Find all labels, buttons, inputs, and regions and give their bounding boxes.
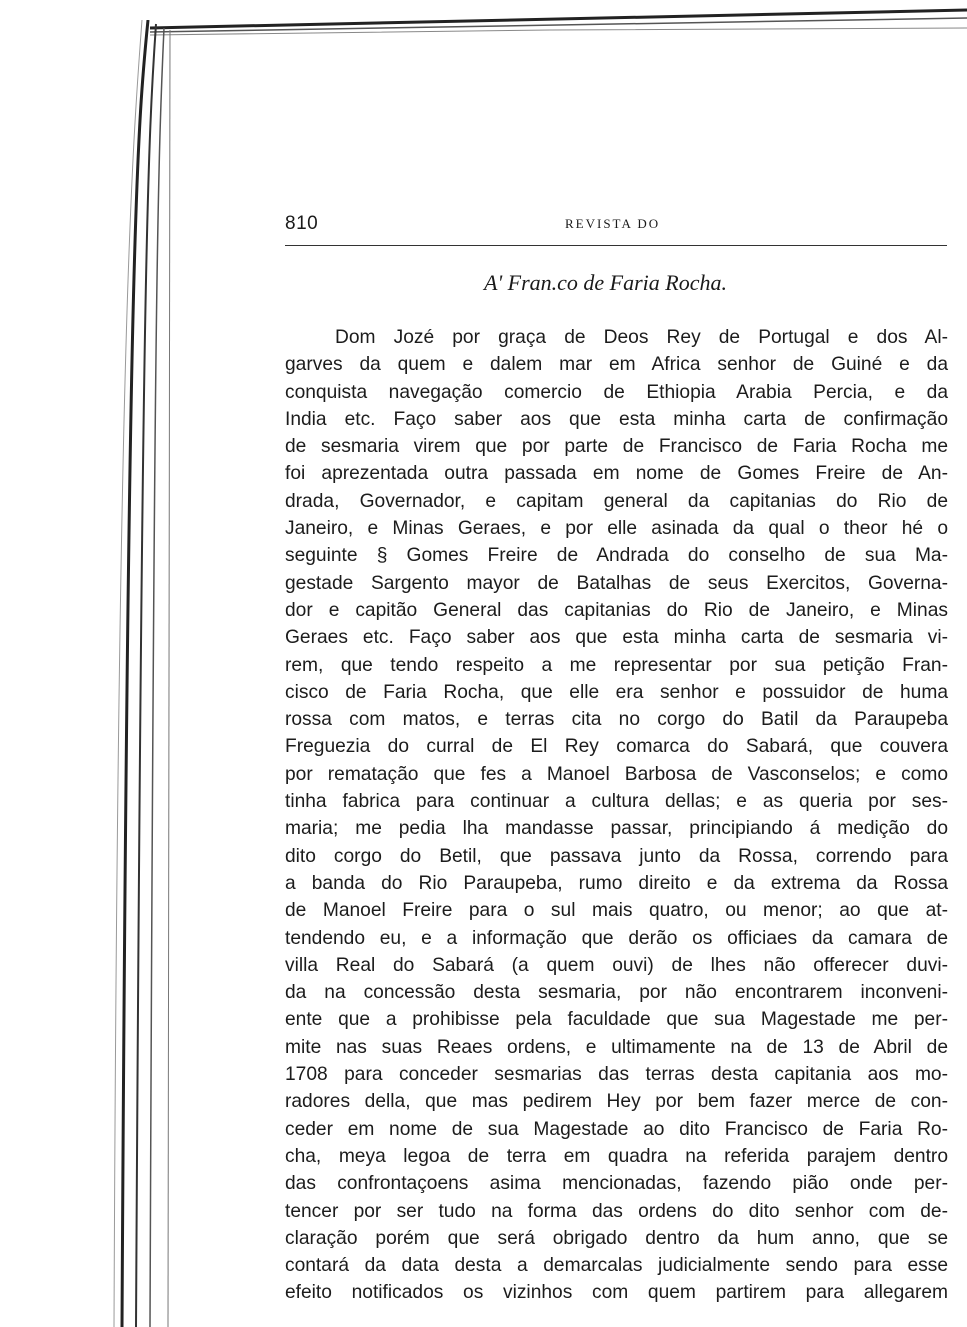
page-top-edge (150, 6, 967, 36)
text-line: dor e capitão General das capitanias do Rio de Janeiro, e Minas (285, 599, 948, 621)
text-line: tendendo eu, e a informação que derão os officiaes da camara de (285, 927, 948, 949)
text-line: ceder em nome de sua Magestade ao dito Francisco de Faria Ro- (285, 1118, 948, 1140)
text-line: India etc. Faço saber aos que esta minha carta de confirmação (285, 408, 948, 430)
text-line: Geraes etc. Faço saber aos que esta minha carta de sesmaria vi- (285, 627, 948, 649)
text-line: 1708 para conceder sesmarias das terras desta capitania aos mo- (285, 1064, 948, 1086)
text-line: contará da data desta a demarcalas judicialmente sendo para esse (285, 1255, 948, 1277)
text-line: conquista navegação comercio de Ethiopia Arabia Percia, e da (285, 381, 948, 403)
text-line: tencer por ser tudo na forma das ordens do dito senhor com de- (285, 1200, 948, 1222)
text-line: garves da quem e dalem mar em Africa senhor de Guiné e da (285, 354, 948, 376)
text-line: das confrontaçoens asima mencionadas, fazendo pião onde per- (285, 1173, 948, 1195)
text-line: Freguezia do curral de El Rey comarca do Sabará, que couvera (285, 736, 948, 758)
text-line: cisco de Faria Rocha, que elle era senhor e possuidor de huma (285, 681, 948, 703)
document-title: A' Fran.co de Faria Rocha. (484, 270, 727, 295)
text-line: por rematação que fes a Manoel Barbosa de Vasconselos; e como (285, 763, 948, 785)
header-rule (285, 245, 947, 246)
text-line: tinha fabrica para continuar a cultura dellas; e as queria por ses- (285, 791, 948, 813)
text-line: seguinte § Gomes Freire de Andrada do conselho de sua Ma- (285, 545, 948, 567)
text-line: rossa com matos, e terras cita no corgo do Batil da Paraupeba (285, 709, 948, 731)
text-line: claração porém que será obrigado dentro da hum anno, que se (285, 1227, 948, 1249)
text-line: cha, meya legoa de terra em quadra na referida parajem dentro (285, 1145, 948, 1167)
page-header (285, 213, 947, 243)
text-line: Janeiro, e Minas Geraes, e por elle asinada da qual o theor hé o (285, 518, 948, 540)
text-line: de sesmaria virem que por parte de Francisco de Faria Rocha me (285, 436, 948, 458)
running-head: REVISTA DO (565, 216, 661, 231)
book-binding-edge (108, 20, 178, 1327)
text-line: Dom Jozé por graça de Deos Rey de Portugal e dos Al- (335, 327, 948, 348)
text-line: villa Real do Sabará (a quem ouvi) de lhes não offerecer duvi- (285, 954, 948, 976)
text-line: efeito notificados os vizinhos com quem partirem para allegarem (285, 1282, 948, 1304)
text-line: dito corgo do Betil, que passava junto da Rossa, correndo para (285, 845, 948, 867)
body-text (285, 324, 948, 1307)
page-number: 810 (285, 213, 319, 234)
text-line: rem, que tendo respeito a me representar por sua petição Fran- (285, 654, 948, 676)
text-line: gestade Sargento mayor de Batalhas de seus Exercitos, Governa- (285, 572, 948, 594)
text-line: da na concessão desta sesmaria, por não encontrarem inconveni- (285, 982, 948, 1004)
text-line: foi aprezentada outra passada em nome de Gomes Freire de An- (285, 463, 948, 485)
text-line: a banda do Rio Paraupeba, rumo direito e da extrema da Rossa (285, 872, 948, 894)
text-line: mite nas suas Reaes ordens, e ultimamente na de 13 de Abril de (285, 1036, 948, 1058)
text-line: drada, Governador, e capitam general da capitanias do Rio de (285, 490, 948, 512)
text-line: radores della, que mas pedirem Hey por bem fazer merce de con- (285, 1091, 948, 1113)
text-line: de Manoel Freire para o sul mais quatro, ou menor; ao que at- (285, 900, 948, 922)
text-line: ente que a prohibisse pela faculdade que sua Magestade me per- (285, 1009, 948, 1031)
text-line: maria; me pedia lha mandasse passar, principiando á medição do (285, 818, 948, 840)
